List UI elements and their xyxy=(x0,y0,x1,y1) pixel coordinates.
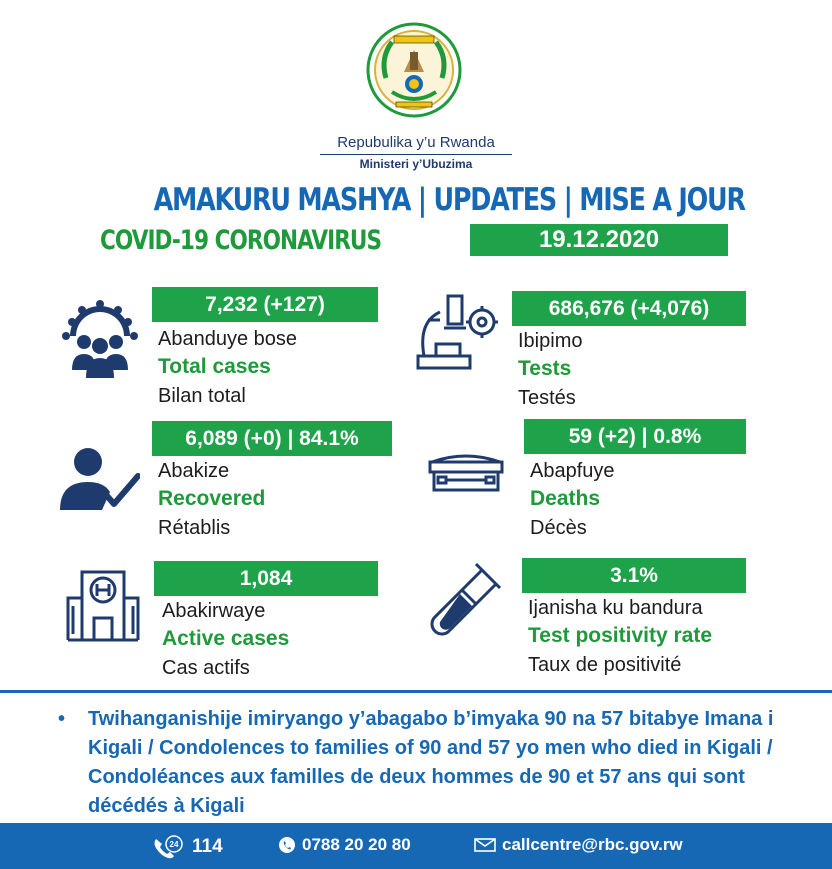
tests-value: 686,676 (+4,076) xyxy=(512,291,746,326)
page-subtitle: COVID-19 CORONAVIRUS xyxy=(100,225,382,256)
total-cases-value: 7,232 (+127) xyxy=(152,287,378,322)
rwanda-coat-of-arms-icon xyxy=(366,22,462,118)
phone-24-icon xyxy=(152,835,186,859)
positivity-value: 3.1% xyxy=(522,558,746,593)
hospital-icon xyxy=(66,570,140,642)
email-contact[interactable] xyxy=(474,835,683,855)
tests-label-fr: Testés xyxy=(518,387,576,409)
test-tube-icon xyxy=(424,560,504,640)
positivity-label-rw: Ijanisha ku bandura xyxy=(528,597,703,619)
page-headline: AMAKURU MASHYA | UPDATES | MISE A JOUR xyxy=(153,182,745,218)
country-name: Repubulika y’u Rwanda xyxy=(337,134,495,151)
whatsapp-number: 0788 20 20 80 xyxy=(302,835,411,854)
tests-label-en: Tests xyxy=(518,357,572,380)
coffin-icon xyxy=(426,452,506,494)
deaths-value: 59 (+2) | 0.8% xyxy=(524,419,746,454)
active-cases-label-rw: Abakirwaye xyxy=(162,600,266,622)
hotline-contact[interactable] xyxy=(152,835,223,859)
tests-label-rw: Ibipimo xyxy=(518,330,583,352)
whatsapp-contact[interactable] xyxy=(278,835,411,855)
condolence-text: Twihanganishije imiryango y’abagabo b’imyaka 90 na 57 bitabye Imana i Kigali / Condolences to families of 90 and 57 yo men who died in Kigali / Condoléances aux familles de deux hommes de 90 et 57 ans qui sont décédés à Kigali xyxy=(88,708,774,817)
recovered-value: 6,089 (+0) | 84.1% xyxy=(152,421,392,456)
envelope-icon xyxy=(474,837,496,853)
total-cases-label-en: Total cases xyxy=(158,355,271,378)
deaths-label-fr: Décès xyxy=(530,517,587,539)
divider xyxy=(320,154,512,155)
virus-people-icon xyxy=(62,300,138,380)
recovered-label-fr: Rétablis xyxy=(158,517,231,539)
active-cases-label-fr: Cas actifs xyxy=(162,657,250,679)
date-badge: 19.12.2020 xyxy=(470,224,728,256)
hotline-number: 114 xyxy=(192,836,223,857)
recovered-person-icon xyxy=(58,446,140,512)
email-address: callcentre@rbc.gov.rw xyxy=(502,835,683,854)
ministry-name: Ministeri y’Ubuzima xyxy=(359,157,473,171)
positivity-label-fr: Taux de positivité xyxy=(528,654,682,676)
contact-footer xyxy=(0,823,832,869)
bullet-marker: • xyxy=(58,708,66,730)
deaths-label-rw: Abapfuye xyxy=(530,460,615,482)
deaths-label-en: Deaths xyxy=(530,487,601,510)
positivity-label-en: Test positivity rate xyxy=(528,624,712,647)
active-cases-value: 1,084 xyxy=(154,561,378,596)
active-cases-label-en: Active cases xyxy=(162,627,290,650)
section-divider xyxy=(0,690,832,693)
whatsapp-icon xyxy=(278,836,296,854)
microscope-icon xyxy=(414,292,498,376)
total-cases-label-rw: Abanduye bose xyxy=(158,328,298,350)
total-cases-label-fr: Bilan total xyxy=(158,385,246,407)
recovered-label-rw: Abakize xyxy=(158,460,230,482)
hotline-badge: 24 xyxy=(169,840,179,849)
recovered-label-en: Recovered xyxy=(158,487,266,510)
condolence-note xyxy=(58,705,808,821)
